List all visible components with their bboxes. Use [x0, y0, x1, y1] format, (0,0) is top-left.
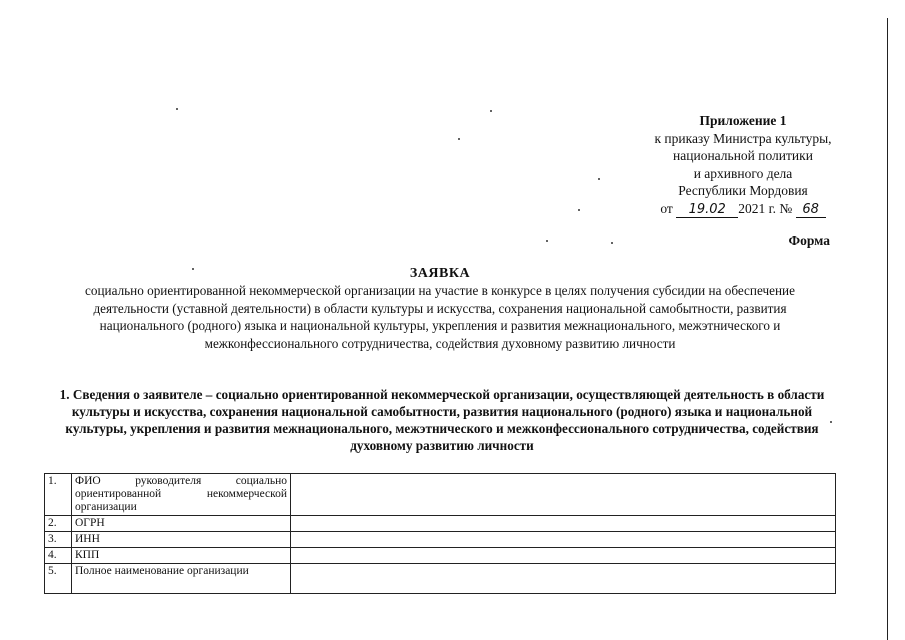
appendix-line: Республики Мордовия [678, 183, 808, 198]
handwritten-date: 19.02 [676, 203, 738, 218]
row-label: ФИО руководителя социально ориентированной некоммерческой организации [72, 474, 291, 516]
scan-speck [458, 138, 460, 140]
form-label: Форма [788, 233, 830, 248]
table-row [45, 532, 836, 548]
row-label: КПП [72, 548, 291, 564]
scan-speck [546, 240, 548, 242]
row-number: 5. [45, 564, 72, 594]
applicant-info-table [44, 473, 836, 594]
order-date-line [660, 200, 825, 218]
document-title: ЗАЯВКА [409, 266, 471, 281]
appendix-heading: Приложение 1 [699, 113, 787, 128]
scan-speck [611, 242, 613, 244]
scan-speck [490, 110, 492, 112]
row-label: ОГРН [72, 516, 291, 532]
section-title: 1. Сведения о заявителе – социально ориентированной некоммерческой организации, осуществляющей деятельность в области культуры и искусства, сохранения национальной самобытности, развития национального (родного) языка и национальной культуры, укрепления и развития межнационального, межэтнического и межконфессионального сотрудничества, содействия духовному развитию личности [59, 387, 825, 453]
scan-speck [578, 209, 580, 211]
row-number: 1. [45, 474, 72, 516]
page-edge-line [887, 18, 888, 640]
table-row [45, 474, 836, 516]
row-value-cell[interactable] [291, 474, 836, 516]
appendix-line: и архивного дела [693, 165, 793, 181]
row-label: Полное наименование организации [72, 564, 291, 594]
row-value-cell[interactable] [291, 532, 836, 548]
appendix-line: национальной политики [673, 148, 813, 163]
row-value-cell[interactable] [291, 548, 836, 564]
table-row [45, 516, 836, 532]
document-subtitle: социально ориентированной некоммерческой организации на участие в конкурсе в целях получения субсидии на обеспечение деятельности (уставной деятельности) в области культуры и искусства, сохранения национальной самобытности, развития национального (родного) языка и национальной культуры, укрепления и развития межнационального, межэтнического и межконфессионального сотрудничества, содействия духовному развитию личности [85, 283, 795, 351]
row-number: 4. [45, 548, 72, 564]
table-row [45, 548, 836, 564]
handwritten-order-number: 68 [796, 203, 826, 218]
year-text: 2021 г. № [738, 200, 793, 216]
row-value-cell[interactable] [291, 516, 836, 532]
appendix-block [600, 112, 886, 218]
row-value-cell[interactable] [291, 564, 836, 594]
row-number: 3. [45, 532, 72, 548]
row-label: ИНН [72, 532, 291, 548]
scan-speck [176, 108, 178, 110]
appendix-line: к приказу Министра культуры, [654, 130, 832, 146]
table-row [45, 564, 836, 594]
date-prefix: от [660, 200, 673, 216]
row-number: 2. [45, 516, 72, 532]
